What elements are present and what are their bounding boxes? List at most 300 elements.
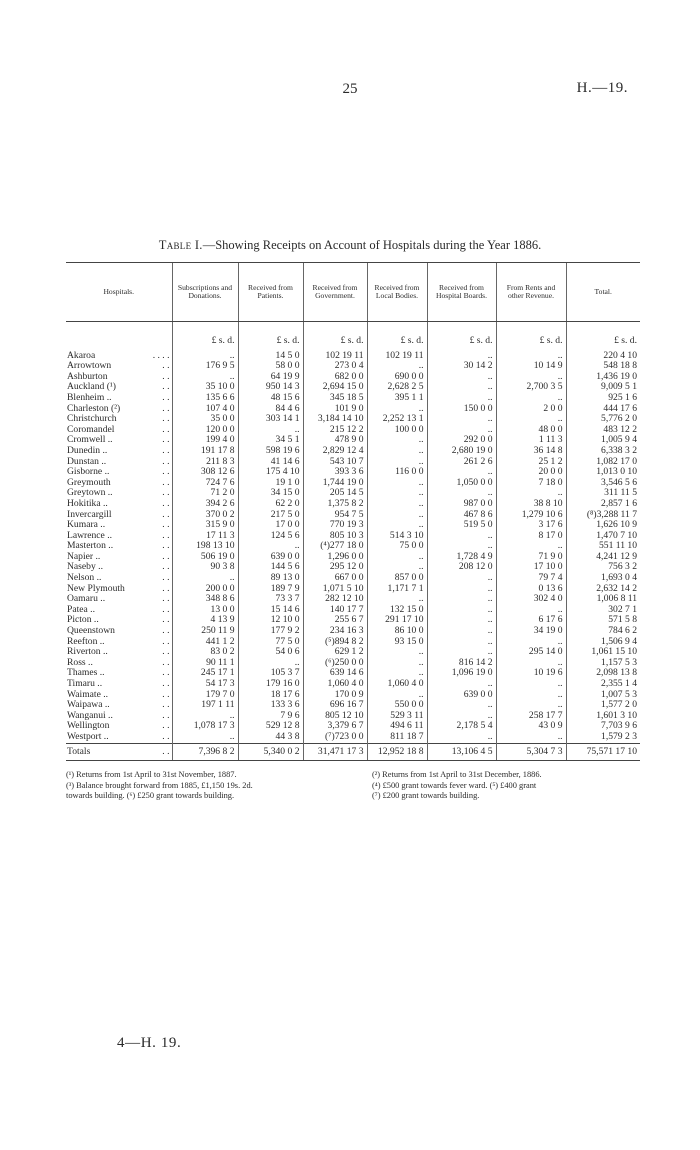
government-cell: 205 14 5: [303, 488, 367, 499]
header-local-bodies: Received from Local Bodies.: [367, 263, 427, 322]
hospital-boards-cell: 1,096 19 0: [427, 668, 496, 679]
leader-dots: . .: [162, 699, 170, 711]
total-cell: (⁸)3,288 11 7: [566, 510, 640, 521]
patients-cell: 89 13 0: [238, 573, 303, 584]
total-local-bodies: 12,952 18 8: [367, 743, 427, 761]
hospital-name: Cromwell ..: [67, 434, 113, 446]
government-cell: 1,296 0 0: [303, 552, 367, 563]
leader-dots: . .: [162, 656, 170, 668]
hospital-name: Greytown ..: [67, 487, 113, 499]
hospital-name: Timaru ..: [67, 678, 103, 689]
government-cell: 234 16 3: [303, 626, 367, 637]
subscriptions-cell: 4 13 9: [172, 615, 238, 626]
subscriptions-cell: 199 4 0: [172, 435, 238, 446]
total-cell: 5,776 2 0: [566, 414, 640, 425]
table-title: [0, 238, 700, 253]
patients-cell: 950 14 3: [238, 382, 303, 393]
hospital-name: Akaroa: [67, 349, 96, 361]
total-cell: 1,436 19 0: [566, 372, 640, 383]
hospital-name: Napier ..: [67, 550, 101, 562]
government-cell: 770 19 3: [303, 520, 367, 531]
grand-total: 75,571 17 10: [566, 743, 640, 761]
local-bodies-cell: ..: [367, 435, 427, 446]
unit-cell: £ s. d.: [367, 322, 427, 347]
local-bodies-cell: 550 0 0: [367, 700, 427, 711]
government-cell: (⁷)723 0 0: [303, 732, 367, 743]
hospital-boards-cell: 816 14 2: [427, 658, 496, 669]
subscriptions-cell: 83 0 2: [172, 647, 238, 658]
hospital-name: Christchurch: [67, 413, 117, 425]
leader-dots: . .: [162, 635, 170, 647]
page-footer: 4—H. 19.: [117, 1035, 182, 1051]
patients-cell: 17 0 0: [238, 520, 303, 531]
hospital-name: Picton ..: [67, 614, 99, 626]
government-cell: 393 3 6: [303, 467, 367, 478]
hospital-boards-cell: 2,680 19 0: [427, 446, 496, 457]
leader-dots: . .: [162, 720, 170, 732]
government-cell: 3,184 14 10: [303, 414, 367, 425]
leader-dots: . .: [162, 550, 170, 562]
rents-revenue-cell: 3 17 6: [496, 520, 566, 531]
hospital-boards-cell: ..: [427, 700, 496, 711]
rents-revenue-cell: 71 9 0: [496, 552, 566, 563]
subscriptions-cell: 198 13 10: [172, 541, 238, 552]
footnote: (¹) Returns from 1st April to 31st November, 1887.: [66, 770, 237, 779]
local-bodies-cell: ..: [367, 520, 427, 531]
local-bodies-cell: ..: [367, 647, 427, 658]
government-cell: 215 12 2: [303, 425, 367, 436]
leader-dots: . .: [162, 391, 170, 403]
total-cell: 9,009 5 1: [566, 382, 640, 393]
header-subscriptions: Subscriptions and Donations.: [172, 263, 238, 322]
leader-dots: . .: [162, 519, 170, 531]
rents-revenue-cell: 10 19 6: [496, 668, 566, 679]
government-cell: 682 0 0: [303, 372, 367, 383]
unit-cell: £ s. d.: [303, 322, 367, 347]
hospital-name: Waimate ..: [67, 688, 109, 700]
leader-dots: . .: [162, 455, 170, 467]
patients-cell: 144 5 6: [238, 562, 303, 573]
leader-dots: . .: [162, 508, 170, 520]
subscriptions-cell: 348 8 6: [172, 594, 238, 605]
hospital-name: Greymouth: [67, 476, 111, 488]
header-hospital-boards: Received from Hospital Boards.: [427, 263, 496, 322]
total-cell: 548 18 8: [566, 361, 640, 372]
hospital-boards-cell: ..: [427, 626, 496, 637]
government-cell: (⁵)894 8 2: [303, 637, 367, 648]
hospital-name: Dunstan ..: [67, 455, 107, 467]
leader-dots: . .: [162, 730, 170, 742]
local-bodies-cell: 514 3 10: [367, 531, 427, 542]
local-bodies-cell: 93 15 0: [367, 637, 427, 648]
rents-revenue-cell: 25 1 2: [496, 457, 566, 468]
rents-revenue-cell: ..: [496, 690, 566, 701]
total-cell: 1,626 10 9: [566, 520, 640, 531]
local-bodies-cell: 2,628 2 5: [367, 382, 427, 393]
subscriptions-cell: 308 12 6: [172, 467, 238, 478]
total-cell: 2,355 1 4: [566, 679, 640, 690]
unit-cell: £ s. d.: [238, 322, 303, 347]
rents-revenue-cell: 38 8 10: [496, 499, 566, 510]
hospital-name: Waipawa ..: [67, 699, 110, 711]
leader-dots: . .: [162, 413, 170, 425]
footnote: towards building. (⁶) £250 grant towards building.: [66, 791, 235, 801]
government-cell: 101 9 0: [303, 404, 367, 415]
receipts-table: [66, 262, 640, 761]
government-cell: 1,375 8 2: [303, 499, 367, 510]
hospital-name: Riverton ..: [67, 646, 108, 658]
patients-cell: 18 17 6: [238, 690, 303, 701]
rents-revenue-cell: ..: [496, 700, 566, 711]
hospital-boards-cell: ..: [427, 647, 496, 658]
subscriptions-cell: 179 7 0: [172, 690, 238, 701]
subscriptions-cell: 90 11 1: [172, 658, 238, 669]
patients-cell: 189 7 9: [238, 584, 303, 595]
hospital-boards-cell: ..: [427, 615, 496, 626]
subscriptions-cell: 200 0 0: [172, 584, 238, 595]
rents-revenue-cell: 1,279 10 6: [496, 510, 566, 521]
subscriptions-cell: 120 0 0: [172, 425, 238, 436]
total-cell: 220 4 10: [566, 351, 640, 362]
local-bodies-cell: ..: [367, 658, 427, 669]
local-bodies-cell: ..: [367, 446, 427, 457]
rents-revenue-cell: 34 19 0: [496, 626, 566, 637]
hospital-name: Lawrence ..: [67, 529, 113, 541]
patients-cell: ..: [238, 425, 303, 436]
total-cell: 311 11 5: [566, 488, 640, 499]
patients-cell: 7 9 6: [238, 711, 303, 722]
leader-dots: . .: [162, 487, 170, 499]
total-cell: 1,577 2 0: [566, 700, 640, 711]
local-bodies-cell: ..: [367, 488, 427, 499]
total-cell: 2,098 13 8: [566, 668, 640, 679]
government-cell: 295 12 0: [303, 562, 367, 573]
subscriptions-cell: 107 4 0: [172, 404, 238, 415]
local-bodies-cell: ..: [367, 668, 427, 679]
local-bodies-cell: ..: [367, 594, 427, 605]
hospital-boards-cell: 987 0 0: [427, 499, 496, 510]
total-cell: 3,546 5 6: [566, 478, 640, 489]
table-row: [66, 732, 640, 743]
total-cell: 2,632 14 2: [566, 584, 640, 595]
subscriptions-cell: 394 2 6: [172, 499, 238, 510]
leader-dots: . .: [162, 370, 170, 382]
patients-cell: 41 14 6: [238, 457, 303, 468]
hospital-name: Ashburton: [67, 370, 108, 382]
subscriptions-cell: 1,078 17 3: [172, 721, 238, 732]
patients-cell: 12 10 0: [238, 615, 303, 626]
subscriptions-cell: 724 7 6: [172, 478, 238, 489]
page-number: 25: [342, 81, 358, 97]
patients-cell: 529 12 8: [238, 721, 303, 732]
total-cell: 784 6 2: [566, 626, 640, 637]
patients-cell: 19 1 0: [238, 478, 303, 489]
rents-revenue-cell: 1 11 3: [496, 435, 566, 446]
patients-cell: 34 15 0: [238, 488, 303, 499]
government-cell: 805 10 3: [303, 531, 367, 542]
patients-cell: 34 5 1: [238, 435, 303, 446]
document-reference: H.—19.: [576, 80, 628, 96]
leader-dots: . .: [162, 444, 170, 456]
leader-dots: . .: [162, 678, 170, 689]
government-cell: 282 12 10: [303, 594, 367, 605]
total-cell: 1,006 8 11: [566, 594, 640, 605]
header-government: Received from Government.: [303, 263, 367, 322]
government-cell: (⁴)277 18 0: [303, 541, 367, 552]
totals-label: Totals: [67, 745, 91, 757]
rents-revenue-cell: ..: [496, 541, 566, 552]
government-cell: 629 1 2: [303, 647, 367, 658]
hospital-name: Nelson ..: [67, 572, 102, 584]
totals-label-cell: [66, 743, 172, 761]
hospital-name: Thames ..: [67, 667, 105, 679]
subscriptions-cell: 506 19 0: [172, 552, 238, 563]
subscriptions-cell: 370 0 2: [172, 510, 238, 521]
government-cell: 954 7 5: [303, 510, 367, 521]
unit-cell: £ s. d.: [566, 322, 640, 347]
leader-dots: . .: [162, 360, 170, 372]
local-bodies-cell: ..: [367, 510, 427, 521]
government-cell: 805 12 10: [303, 711, 367, 722]
leader-dots: . .: [162, 476, 170, 488]
rents-revenue-cell: 2,700 3 5: [496, 382, 566, 393]
hospital-name: Oamaru ..: [67, 593, 106, 605]
rents-revenue-cell: ..: [496, 488, 566, 499]
subscriptions-cell: 211 8 3: [172, 457, 238, 468]
hospital-boards-cell: ..: [427, 605, 496, 616]
table-row: [66, 393, 640, 404]
total-hospital-boards: 13,106 4 5: [427, 743, 496, 761]
footnote: (⁴) £500 grant towards fever ward. (⁵) £400 grant: [372, 780, 537, 790]
total-government: 31,471 17 3: [303, 743, 367, 761]
leader-dots: . .: [162, 667, 170, 679]
hospital-boards-cell: ..: [427, 637, 496, 648]
government-cell: 345 18 5: [303, 393, 367, 404]
local-bodies-cell: ..: [367, 552, 427, 563]
patients-cell: 303 14 1: [238, 414, 303, 425]
subscriptions-cell: ..: [172, 732, 238, 743]
hospital-name: Coromandel: [67, 423, 115, 435]
hospital-boards-cell: ..: [427, 382, 496, 393]
rents-revenue-cell: ..: [496, 605, 566, 616]
hospital-boards-cell: ..: [427, 732, 496, 743]
local-bodies-cell: ..: [367, 690, 427, 701]
government-cell: 3,379 6 7: [303, 721, 367, 732]
hospital-name-cell: [66, 732, 172, 743]
header-rents-revenue: From Rents and other Revenue.: [496, 263, 566, 322]
government-cell: 170 0 9: [303, 690, 367, 701]
hospital-boards-cell: 519 5 0: [427, 520, 496, 531]
hospital-boards-cell: 467 8 6: [427, 510, 496, 521]
local-bodies-cell: 529 3 11: [367, 711, 427, 722]
hospital-boards-cell: ..: [427, 488, 496, 499]
government-cell: 255 6 7: [303, 615, 367, 626]
government-cell: 102 19 11: [303, 351, 367, 362]
local-bodies-cell: 100 0 0: [367, 425, 427, 436]
rents-revenue-cell: 2 0 0: [496, 404, 566, 415]
footnote: (⁷) £200 grant towards building.: [372, 791, 480, 801]
rents-revenue-cell: 295 14 0: [496, 647, 566, 658]
hospital-rows: [66, 351, 640, 743]
hospital-name: Charleston (²): [67, 402, 121, 414]
unit-cell: £ s. d.: [496, 322, 566, 347]
total-cell: 1,157 5 3: [566, 658, 640, 669]
local-bodies-cell: 86 10 0: [367, 626, 427, 637]
leader-dots: . .: [162, 709, 170, 721]
patients-cell: 77 5 0: [238, 637, 303, 648]
hospital-boards-cell: 2,178 5 4: [427, 721, 496, 732]
leader-dots: . . . .: [152, 349, 170, 361]
subscriptions-cell: 13 0 0: [172, 605, 238, 616]
hospital-boards-cell: ..: [427, 594, 496, 605]
leader-dots: . .: [162, 497, 170, 509]
rents-revenue-cell: 7 18 0: [496, 478, 566, 489]
total-cell: 756 3 2: [566, 562, 640, 573]
total-cell: 4,241 12 9: [566, 552, 640, 563]
subscriptions-cell: ..: [172, 711, 238, 722]
subscriptions-cell: 35 0 0: [172, 414, 238, 425]
patients-cell: 175 4 10: [238, 467, 303, 478]
leader-dots: . .: [162, 614, 170, 626]
hospital-name: Gisborne ..: [67, 466, 110, 478]
leader-dots: . .: [162, 402, 170, 414]
hospital-boards-cell: 208 12 0: [427, 562, 496, 573]
hospital-name: Wellington: [67, 720, 110, 732]
hospital-name: New Plymouth: [67, 582, 125, 594]
units-row: [66, 322, 640, 347]
government-cell: 696 16 7: [303, 700, 367, 711]
leader-dots: . .: [162, 593, 170, 605]
unit-cell: [66, 322, 172, 347]
subscriptions-cell: 135 6 6: [172, 393, 238, 404]
hospital-name: Queenstown: [67, 625, 115, 637]
local-bodies-cell: ..: [367, 478, 427, 489]
hospital-name: Naseby ..: [67, 561, 103, 573]
hospital-boards-cell: 30 14 2: [427, 361, 496, 372]
total-cell: 1,007 5 3: [566, 690, 640, 701]
total-rents-revenue: 5,304 7 3: [496, 743, 566, 761]
subscriptions-cell: 315 9 0: [172, 520, 238, 531]
patients-cell: 54 0 6: [238, 647, 303, 658]
rents-revenue-cell: 20 0 0: [496, 467, 566, 478]
patients-cell: 217 5 0: [238, 510, 303, 521]
hospital-name: Blenheim ..: [67, 391, 112, 403]
table-row: [66, 446, 640, 457]
patients-cell: 62 2 0: [238, 499, 303, 510]
subscriptions-cell: 71 2 0: [172, 488, 238, 499]
rents-revenue-cell: 48 0 0: [496, 425, 566, 436]
subscriptions-cell: 441 1 2: [172, 637, 238, 648]
patients-cell: 177 9 2: [238, 626, 303, 637]
leader-dots: . .: [162, 582, 170, 594]
subscriptions-cell: ..: [172, 573, 238, 584]
hospital-boards-cell: ..: [427, 414, 496, 425]
government-cell: 140 17 7: [303, 605, 367, 616]
subscriptions-cell: 197 1 11: [172, 700, 238, 711]
totals-row: [66, 743, 640, 761]
hospital-boards-cell: ..: [427, 393, 496, 404]
table-row: [66, 679, 640, 690]
hospital-boards-cell: 292 0 0: [427, 435, 496, 446]
patients-cell: ..: [238, 658, 303, 669]
hospital-name: Reefton ..: [67, 635, 105, 647]
patients-cell: 133 3 6: [238, 700, 303, 711]
total-cell: 302 7 1: [566, 605, 640, 616]
hospital-name: Arrowtown: [67, 360, 112, 372]
header-hospitals: Hospitals.: [66, 263, 172, 322]
local-bodies-cell: ..: [367, 499, 427, 510]
unit-cell: £ s. d.: [172, 322, 238, 347]
local-bodies-cell: 102 19 11: [367, 351, 427, 362]
hospital-boards-cell: ..: [427, 531, 496, 542]
hospital-boards-cell: ..: [427, 541, 496, 552]
total-cell: 551 11 10: [566, 541, 640, 552]
table-header-row: [66, 263, 640, 322]
local-bodies-cell: ..: [367, 404, 427, 415]
hospital-boards-cell: ..: [427, 573, 496, 584]
total-cell: 925 1 6: [566, 393, 640, 404]
local-bodies-cell: 690 0 0: [367, 372, 427, 383]
hospital-boards-cell: ..: [427, 711, 496, 722]
local-bodies-cell: 291 17 10: [367, 615, 427, 626]
hospital-boards-cell: ..: [427, 679, 496, 690]
leader-dots: . .: [162, 688, 170, 700]
hospital-boards-cell: ..: [427, 372, 496, 383]
patients-cell: 124 5 6: [238, 531, 303, 542]
government-cell: 1,071 5 10: [303, 584, 367, 595]
subscriptions-cell: 17 11 3: [172, 531, 238, 542]
rents-revenue-cell: ..: [496, 351, 566, 362]
total-cell: 1,061 15 10: [566, 647, 640, 658]
table-title-prefix: Table I.: [158, 238, 203, 252]
subscriptions-cell: 250 11 9: [172, 626, 238, 637]
rents-revenue-cell: ..: [496, 414, 566, 425]
hospital-boards-cell: 1,050 0 0: [427, 478, 496, 489]
footnote: (²) Returns from 1st April to 31st December, 1886.: [372, 770, 542, 779]
local-bodies-cell: 75 0 0: [367, 541, 427, 552]
total-patients: 5,340 0 2: [238, 743, 303, 761]
unit-cell: £ s. d.: [427, 322, 496, 347]
hospital-boards-cell: ..: [427, 467, 496, 478]
local-bodies-cell: 116 0 0: [367, 467, 427, 478]
subscriptions-cell: 35 10 0: [172, 382, 238, 393]
hospital-boards-cell: ..: [427, 351, 496, 362]
total-cell: 483 12 2: [566, 425, 640, 436]
total-cell: 1,506 9 4: [566, 637, 640, 648]
rents-revenue-cell: ..: [496, 679, 566, 690]
total-cell: 1,601 3 10: [566, 711, 640, 722]
local-bodies-cell: 2,252 13 1: [367, 414, 427, 425]
rents-revenue-cell: ..: [496, 637, 566, 648]
rents-revenue-cell: 6 17 6: [496, 615, 566, 626]
hospital-name: Westport ..: [67, 730, 109, 742]
patients-cell: 105 3 7: [238, 668, 303, 679]
leader-dots: . .: [162, 529, 170, 541]
leader-dots: . .: [162, 625, 170, 637]
hospital-name: Invercargill: [67, 508, 112, 520]
total-cell: 7,703 9 6: [566, 721, 640, 732]
government-cell: 2,829 12 4: [303, 446, 367, 457]
local-bodies-cell: 811 18 7: [367, 732, 427, 743]
hospital-name: Dunedin ..: [67, 444, 108, 456]
subscriptions-cell: ..: [172, 372, 238, 383]
hospital-boards-cell: 1,728 4 9: [427, 552, 496, 563]
total-cell: 1,013 0 10: [566, 467, 640, 478]
rents-revenue-cell: 43 0 9: [496, 721, 566, 732]
rents-revenue-cell: ..: [496, 372, 566, 383]
total-cell: 2,857 1 6: [566, 499, 640, 510]
footnote: (³) Balance brought forward from 1885, £1,150 19s. 2d.: [66, 780, 253, 790]
